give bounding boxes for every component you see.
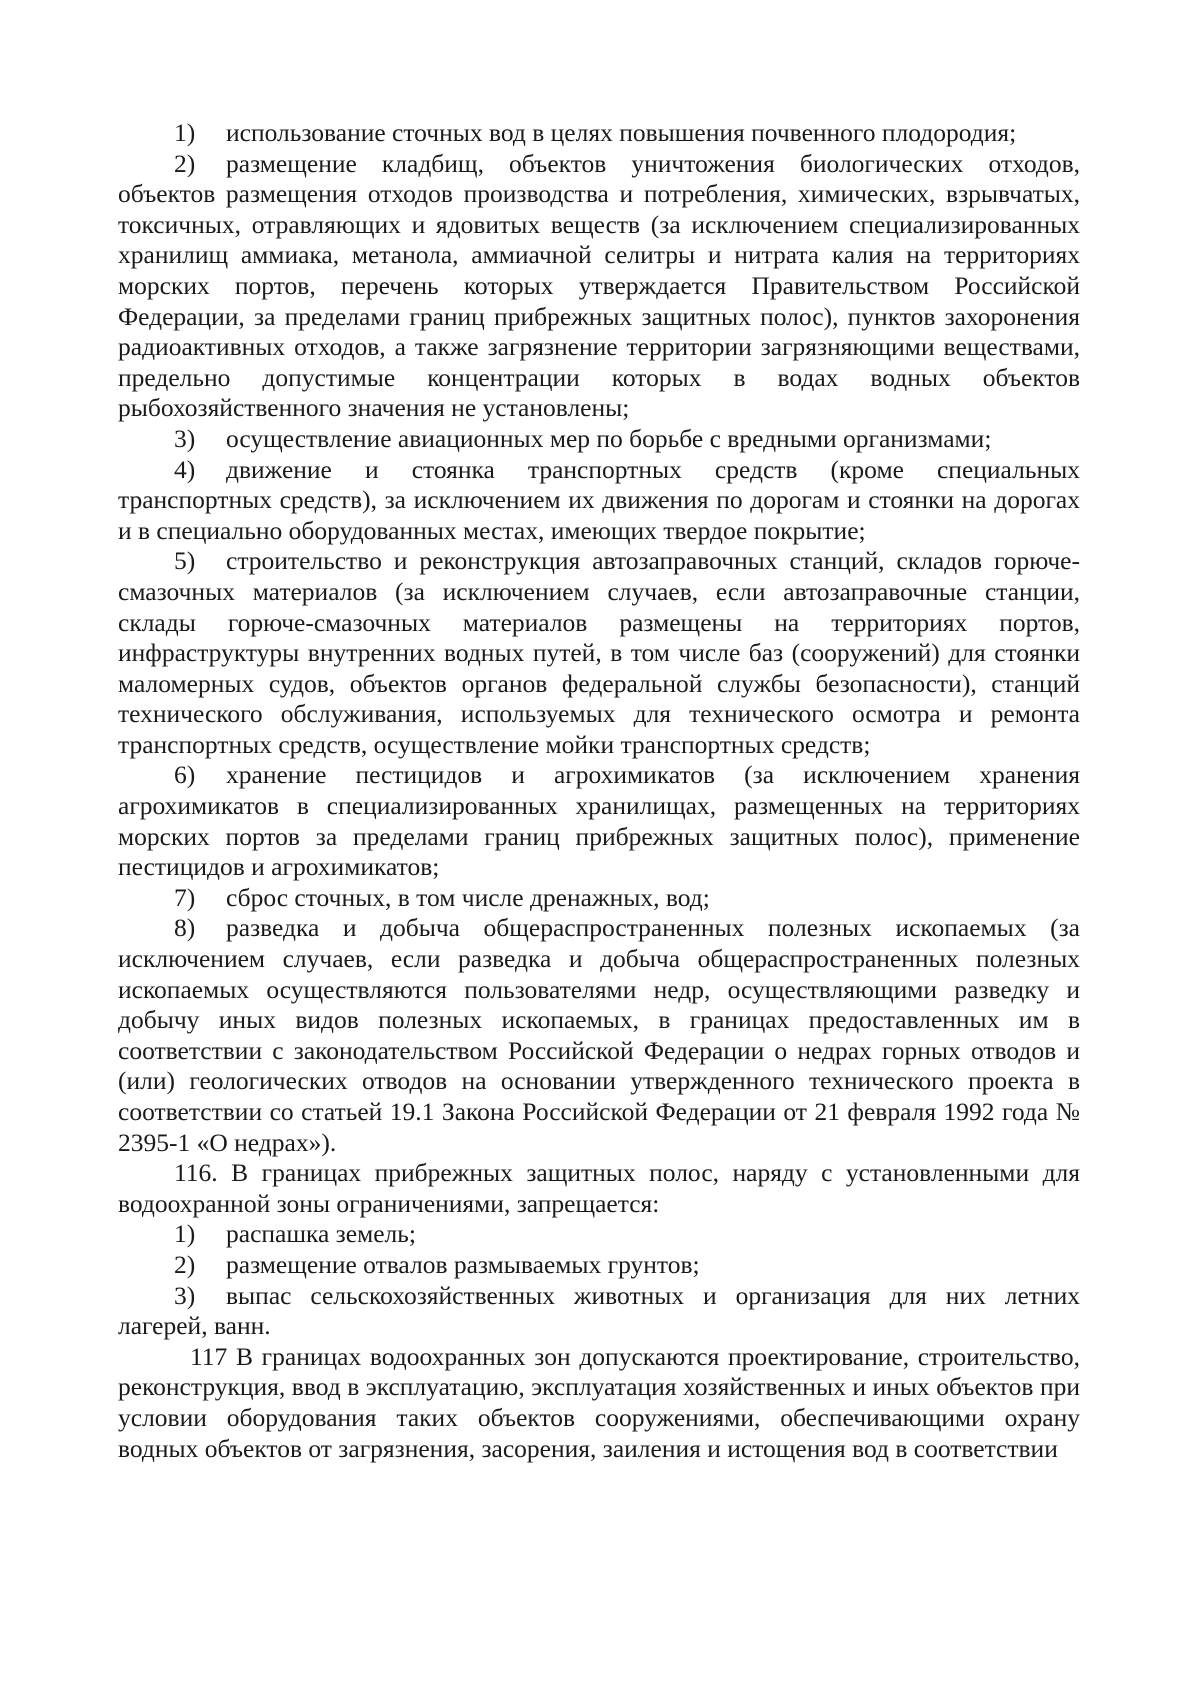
- list-item-7: [118, 883, 1080, 914]
- item-text: использование сточных вод в целях повышения почвенного плодородия;: [226, 118, 1017, 147]
- item-number: 2): [174, 1249, 196, 1279]
- document-body: [118, 118, 1080, 1464]
- item-number: 4): [174, 454, 196, 484]
- item-number: 1): [174, 118, 196, 147]
- item-number: 5): [174, 546, 196, 576]
- item-number: 2): [174, 148, 196, 178]
- item-number: 3): [174, 423, 196, 453]
- list-item-4: [118, 455, 1080, 547]
- item-text: распашка земель;: [226, 1219, 416, 1249]
- item-text: разведка и добыча общераспространенных полезных ископаемых (за исключением случаев, если разведка и добыча общераспространенных полезных ископаемых осуществляются пользователями недр, осуществляющими разведку и добычу иных видов полезных ископаемых, в границах предоставленных им в соответствии с законодательством Российской Федерации о недрах горных отводов и (или) геологических отводов на основании утвержденного технического проекта в соответствии со статьей 19.1 Закона Российской Федерации от 21 февраля 1992 года № 2395-1 «О недрах»).: [118, 913, 1080, 1157]
- list-item-6: [118, 760, 1080, 882]
- list-item-3: [118, 424, 1080, 455]
- clause-116-item-3: [118, 1281, 1080, 1342]
- item-number: 6): [174, 760, 196, 790]
- item-text: размещение кладбищ, объектов уничтожения биологических отходов, объектов размещения отходов производства и потребления, химических, взрывчатых, токсичных, отравляющих и ядовитых веществ (за исключением специализированных хранилищ аммиака, метанола, аммиачной селитры и нитрата калия на территориях морских портов, перечень которых утверждается Правительством Российской Федерации, за пределами границ прибрежных защитных полос), пунктов захоронения радиоактивных отходов, а также загрязнение территории загрязняющими веществами, предельно допустимые концентрации которых в водах водных объектов рыбохозяйственного значения не установлены;: [118, 148, 1080, 423]
- clause-117-paragraph: 117 В границах водоохранных зон допускаются проектирование, строительство, реконструкция, ввод в эксплуатацию, эксплуатация хозяйственных и иных объектов при условии оборудования таких объектов сооружениями, обеспечивающими охрану водных объектов от загрязнения, засорения, заиления и истощения вод в соответствии: [118, 1341, 1080, 1463]
- clause-116-item-1: [118, 1219, 1080, 1250]
- clause-116-item-2: [118, 1250, 1080, 1281]
- item-text: строительство и реконструкция автозаправочных станций, складов горюче-смазочных материалов (за исключением случаев, если автозаправочные станции, склады горюче-смазочных материалов размещены на территориях портов, инфраструктуры внутренних водных путей, в том числе баз (сооружений) для стоянки маломерных судов, объектов органов федеральной службы безопасности), станций технического обслуживания, используемых для технического осмотра и ремонта транспортных средств, осуществление мойки транспортных средств;: [118, 546, 1080, 759]
- item-number: 3): [174, 1280, 196, 1310]
- item-number: 7): [174, 882, 196, 912]
- list-item-2: [118, 149, 1080, 424]
- item-text: хранение пестицидов и агрохимикатов (за исключением хранения агрохимикатов в специализированных хранилищах, размещенных на территориях морских портов за пределами границ прибрежных защитных полос), применение пестицидов и агрохимикатов;: [118, 760, 1080, 882]
- item-text: выпас сельскохозяйственных животных и организация для них летних лагерей, ванн.: [118, 1280, 1080, 1341]
- item-number: 1): [174, 1219, 196, 1249]
- list-item-1: [118, 118, 1080, 149]
- item-number: 8): [174, 913, 196, 943]
- list-item-5: [118, 546, 1080, 760]
- clause-116-paragraph: 116. В границах прибрежных защитных полос, наряду с установленными для водоохранной зоны ограничениями, запрещается:: [118, 1158, 1080, 1218]
- item-text: осуществление авиационных мер по борьбе с вредными организмами;: [226, 423, 992, 453]
- list-item-8: [118, 913, 1080, 1158]
- item-text: размещение отвалов размываемых грунтов;: [226, 1249, 700, 1279]
- item-text: движение и стоянка транспортных средств (кроме специальных транспортных средств), за исключением их движения по дорогам и стоянки на дорогах и в специально оборудованных местах, имеющих твердое покрытие;: [118, 454, 1080, 545]
- item-text: сброс сточных, в том числе дренажных, вод;: [226, 882, 710, 912]
